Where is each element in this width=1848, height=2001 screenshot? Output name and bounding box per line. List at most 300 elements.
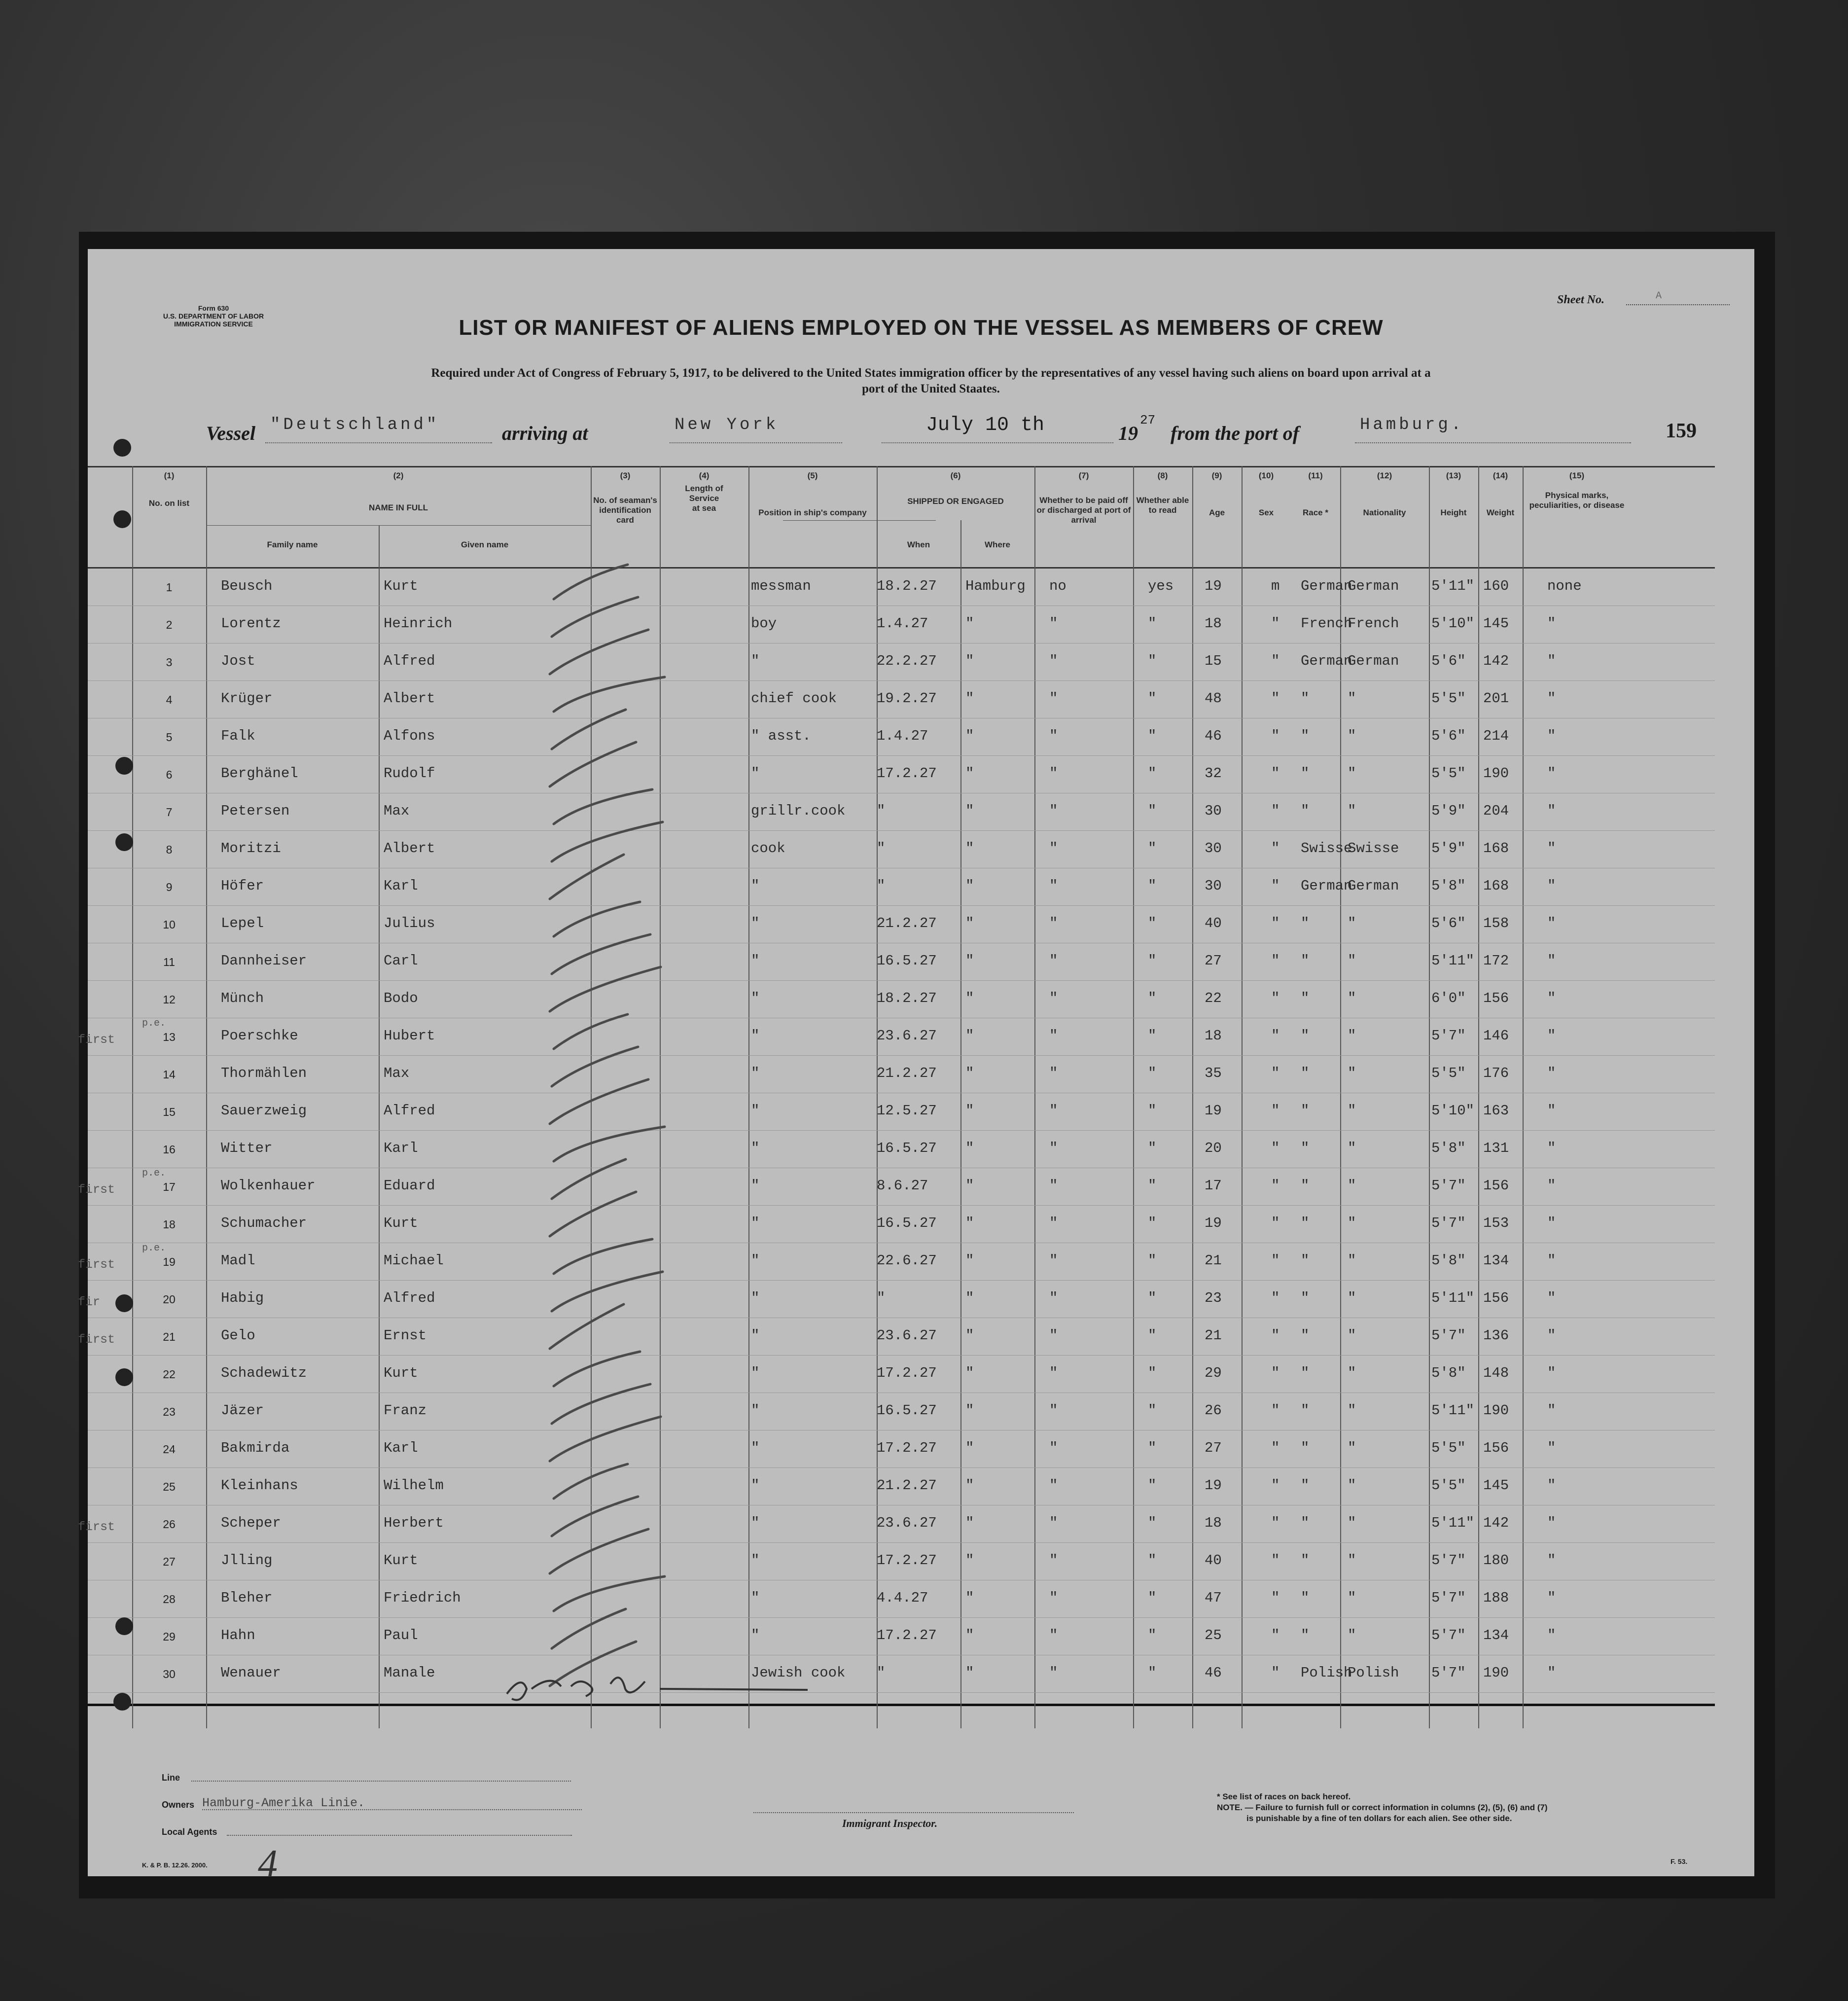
cell-paid: " — [1049, 803, 1058, 819]
cell-race: " — [1301, 1028, 1310, 1044]
handwritten-mark: 4 — [258, 1842, 278, 1886]
cell-age: 21 — [1205, 1327, 1222, 1344]
cell-marks: none — [1547, 578, 1582, 594]
cell-family: Thormählen — [221, 1065, 307, 1081]
pencil-note: p.e. — [142, 1168, 166, 1179]
cell-age: 25 — [1205, 1627, 1222, 1644]
date-line — [882, 442, 1113, 443]
cell-weight: 136 — [1483, 1327, 1509, 1344]
cell-read: " — [1148, 1215, 1157, 1231]
cell-no: 1 — [166, 581, 173, 594]
cell-read: " — [1148, 1665, 1157, 1681]
check-mark — [550, 1529, 648, 1573]
cell-where: " — [965, 1440, 974, 1456]
cell-weight: 145 — [1483, 615, 1509, 632]
header-col11-label: Race * — [1303, 508, 1328, 517]
cell-paid: " — [1049, 1252, 1058, 1269]
cell-paid: " — [1049, 1552, 1058, 1569]
cell-race: " — [1301, 915, 1310, 931]
cell-no: 17 — [163, 1180, 176, 1193]
cell-position: " — [751, 1627, 760, 1644]
cell-given: Karl — [384, 1440, 418, 1456]
cell-where: " — [965, 728, 974, 744]
cell-read: " — [1148, 1402, 1157, 1419]
inspector-signature — [507, 1678, 808, 1700]
cell-family: Poerschke — [221, 1028, 298, 1044]
cell-when: 16.5.27 — [877, 953, 937, 969]
cell-family: Witter — [221, 1140, 273, 1156]
cell-when: 16.5.27 — [877, 1140, 937, 1156]
cell-paid: " — [1049, 1402, 1058, 1419]
cell-given: Manale — [384, 1665, 435, 1681]
arriving-port: New York — [675, 416, 779, 434]
cell-weight: 156 — [1483, 990, 1509, 1006]
header-col9-number: (9) — [1211, 471, 1222, 480]
check-mark — [552, 1497, 638, 1536]
cell-marks: " — [1547, 1477, 1556, 1494]
cell-marks: " — [1547, 653, 1556, 669]
cell-marks: " — [1547, 1140, 1556, 1156]
header-col6-label: SHIPPED OR ENGAGED — [907, 497, 1004, 506]
owners-value: Hamburg-Amerika Linie. — [202, 1796, 365, 1810]
cell-family: Jäzer — [221, 1402, 264, 1419]
header-col12-number: (12) — [1377, 471, 1392, 480]
cell-weight: 172 — [1483, 953, 1509, 969]
cell-age: 35 — [1205, 1065, 1222, 1081]
cell-paid: " — [1049, 840, 1058, 857]
header-col11-number: (11) — [1308, 471, 1323, 480]
cell-family: Bleher — [221, 1590, 273, 1606]
cell-paid: " — [1049, 1515, 1058, 1531]
header-col13-number: (13) — [1446, 471, 1461, 480]
cell-age: 46 — [1205, 728, 1222, 744]
cell-height: 5'6" — [1431, 915, 1466, 931]
cell-weight: 142 — [1483, 1515, 1509, 1531]
check-mark — [552, 822, 663, 861]
cell-family: Jost — [221, 653, 255, 669]
punch-hole — [115, 1617, 133, 1635]
cell-where: " — [965, 1178, 974, 1194]
cell-nationality: Swisse — [1348, 840, 1399, 857]
cell-family: Kleinhans — [221, 1477, 298, 1494]
cell-age: 18 — [1205, 615, 1222, 632]
header-given-name: Given name — [461, 540, 509, 549]
cell-race: " — [1301, 990, 1310, 1006]
cell-position: " — [751, 1515, 760, 1531]
cell-when: 17.2.27 — [877, 765, 937, 782]
cell-given: Kurt — [384, 1552, 418, 1569]
header-col4-number: (4) — [699, 471, 710, 480]
line-field — [191, 1781, 571, 1782]
from-port-line — [1355, 442, 1631, 443]
cell-no: 21 — [163, 1330, 176, 1343]
cell-paid: " — [1049, 1103, 1058, 1119]
cell-marks: " — [1547, 1440, 1556, 1456]
cell-read: " — [1148, 878, 1157, 894]
cell-sex: " — [1271, 1140, 1280, 1156]
cell-read: " — [1148, 615, 1157, 632]
check-mark — [554, 1239, 652, 1274]
check-mark — [554, 565, 628, 599]
cell-race: French — [1301, 615, 1352, 632]
cell-no: 11 — [163, 956, 175, 968]
cell-age: 18 — [1205, 1515, 1222, 1531]
cell-race: " — [1301, 1178, 1310, 1194]
cell-read: " — [1148, 990, 1157, 1006]
cell-nationality: " — [1348, 990, 1356, 1006]
cell-age: 48 — [1205, 690, 1222, 707]
cell-no: 16 — [163, 1143, 176, 1156]
cell-where: " — [965, 1590, 974, 1606]
cell-paid: " — [1049, 1627, 1058, 1644]
cell-where: " — [965, 1515, 974, 1531]
cell-age: 22 — [1205, 990, 1222, 1006]
cell-age: 30 — [1205, 803, 1222, 819]
cell-height: 5'7" — [1431, 1178, 1466, 1194]
cell-when: 17.2.27 — [877, 1627, 937, 1644]
cell-weight: 190 — [1483, 1402, 1509, 1419]
cell-age: 40 — [1205, 915, 1222, 931]
cell-no: 12 — [163, 993, 176, 1006]
cell-race: " — [1301, 803, 1310, 819]
cell-nationality: " — [1348, 1627, 1356, 1644]
cell-where: " — [965, 653, 974, 669]
cell-race: " — [1301, 1327, 1310, 1344]
cell-given: Bodo — [384, 990, 418, 1006]
cell-given: Alfred — [384, 1103, 435, 1119]
cell-age: 32 — [1205, 765, 1222, 782]
cell-sex: " — [1271, 1028, 1280, 1044]
check-mark — [552, 710, 626, 749]
cell-sex: " — [1271, 1252, 1280, 1269]
cell-marks: " — [1547, 728, 1556, 744]
cell-sex: " — [1271, 765, 1280, 782]
punch-hole — [115, 1294, 133, 1312]
cell-weight: 168 — [1483, 840, 1509, 857]
cell-nationality: " — [1348, 1028, 1356, 1044]
check-mark — [552, 1384, 650, 1424]
year-prefix: 19 — [1118, 422, 1138, 444]
cell-no: 29 — [163, 1630, 176, 1643]
cell-height: 5'10" — [1431, 1103, 1475, 1119]
cell-marks: " — [1547, 1515, 1556, 1531]
cell-family: Hahn — [221, 1627, 255, 1644]
cell-race: " — [1301, 765, 1310, 782]
department-name: U.S. DEPARTMENT OF LABOR — [163, 312, 264, 320]
cell-where: " — [965, 615, 974, 632]
cell-position: " — [751, 765, 760, 782]
cell-given: Herbert — [384, 1515, 444, 1531]
cell-paid: " — [1049, 1215, 1058, 1231]
cell-nationality: " — [1348, 1140, 1356, 1156]
cell-age: 20 — [1205, 1140, 1222, 1156]
cell-given: Julius — [384, 915, 435, 931]
cell-position: " — [751, 1402, 760, 1419]
header-where: Where — [985, 540, 1010, 549]
check-mark — [550, 967, 661, 1011]
cell-read: " — [1148, 690, 1157, 707]
inspector-label: Immigrant Inspector. — [842, 1817, 938, 1829]
cell-nationality: German — [1348, 578, 1399, 594]
cell-family: Höfer — [221, 878, 264, 894]
cell-sex: " — [1271, 728, 1280, 744]
cell-marks: " — [1547, 1028, 1556, 1044]
cell-nationality: " — [1348, 1515, 1356, 1531]
cell-weight: 158 — [1483, 915, 1509, 931]
cell-weight: 176 — [1483, 1065, 1509, 1081]
check-mark — [552, 1609, 626, 1648]
cell-read: " — [1148, 1178, 1157, 1194]
cell-position: " — [751, 915, 760, 931]
cell-position: " — [751, 1140, 760, 1156]
cell-height: 5'7" — [1431, 1627, 1466, 1644]
cell-read: " — [1148, 840, 1157, 857]
service-name: IMMIGRATION SERVICE — [174, 320, 253, 328]
cell-when: 17.2.27 — [877, 1440, 937, 1456]
page-number: 159 — [1666, 420, 1697, 442]
cell-sex: " — [1271, 1103, 1280, 1119]
check-mark — [554, 1014, 628, 1049]
cell-where: " — [965, 1665, 974, 1681]
punch-hole — [113, 1693, 131, 1711]
cell-marks: " — [1547, 1665, 1556, 1681]
cell-height: 5'8" — [1431, 1252, 1466, 1269]
cell-weight: 168 — [1483, 878, 1509, 894]
cell-position: " — [751, 1103, 760, 1119]
cell-weight: 180 — [1483, 1552, 1509, 1569]
cell-no: 5 — [166, 731, 173, 744]
cell-where: " — [965, 690, 974, 707]
cell-when: 21.2.27 — [877, 1065, 937, 1081]
cell-height: 5'7" — [1431, 1327, 1466, 1344]
cell-position: " asst. — [751, 728, 811, 744]
cell-race: " — [1301, 1365, 1310, 1381]
vessel-line — [265, 442, 492, 443]
check-mark — [552, 597, 638, 637]
margin-note: first — [78, 1332, 115, 1347]
cell-weight: 145 — [1483, 1477, 1509, 1494]
races-note: * See list of races on back hereof. — [1217, 1792, 1351, 1801]
cell-given: Hubert — [384, 1028, 435, 1044]
cell-position: " — [751, 1440, 760, 1456]
cell-height: 5'8" — [1431, 878, 1466, 894]
cell-race: " — [1301, 690, 1310, 707]
cell-no: 9 — [166, 881, 173, 893]
cell-weight: 160 — [1483, 578, 1509, 594]
cell-height: 5'7" — [1431, 1215, 1466, 1231]
cell-marks: " — [1547, 1552, 1556, 1569]
punch-hole — [113, 510, 131, 528]
cell-marks: " — [1547, 803, 1556, 819]
cell-nationality: " — [1348, 1103, 1356, 1119]
header-col12-label: Nationality — [1363, 508, 1406, 517]
header-col5-label: Position in ship's company — [758, 508, 867, 517]
form-code: F. 53. — [1670, 1858, 1688, 1865]
cell-when: 22.6.27 — [877, 1252, 937, 1269]
check-mark — [550, 1304, 624, 1349]
line-label: Line — [162, 1773, 180, 1783]
cell-marks: " — [1547, 1290, 1556, 1306]
cell-read: " — [1148, 915, 1157, 931]
cell-nationality: " — [1348, 1252, 1356, 1269]
cell-read: " — [1148, 1590, 1157, 1606]
cell-weight: 153 — [1483, 1215, 1509, 1231]
cell-height: 5'7" — [1431, 1028, 1466, 1044]
punch-hole — [113, 439, 131, 457]
year-suffix: 27 — [1140, 413, 1156, 428]
cell-when: 16.5.27 — [877, 1402, 937, 1419]
cell-weight: 134 — [1483, 1627, 1509, 1644]
cell-age: 23 — [1205, 1290, 1222, 1306]
cell-age: 19 — [1205, 1103, 1222, 1119]
penalty-note-line-1: NOTE. — Failure to furnish full or correct information in columns (2), (5), (6) and (7) — [1217, 1803, 1548, 1812]
cell-marks: " — [1547, 953, 1556, 969]
check-mark — [554, 677, 665, 712]
cell-position: messman — [751, 578, 811, 594]
header-col6-number: (6) — [950, 471, 961, 480]
cell-marks: " — [1547, 840, 1556, 857]
cell-paid: " — [1049, 1590, 1058, 1606]
cell-given: Karl — [384, 1140, 418, 1156]
cell-when: 17.2.27 — [877, 1365, 937, 1381]
cell-marks: " — [1547, 1103, 1556, 1119]
cell-paid: " — [1049, 1065, 1058, 1081]
header-col14-label: Weight — [1486, 508, 1515, 517]
cell-race: " — [1301, 1552, 1310, 1569]
cell-read: " — [1148, 1515, 1157, 1531]
check-mark — [554, 1352, 640, 1386]
check-mark — [554, 1464, 628, 1499]
cell-weight: 156 — [1483, 1290, 1509, 1306]
cell-when: " — [877, 840, 886, 857]
cell-race: " — [1301, 728, 1310, 744]
cell-position: " — [751, 653, 760, 669]
cell-marks: " — [1547, 915, 1556, 931]
cell-no: 22 — [163, 1368, 176, 1381]
manifest-sheet — [78, 249, 1754, 1886]
cell-nationality: " — [1348, 1327, 1356, 1344]
cell-position: " — [751, 1590, 760, 1606]
cell-no: 24 — [163, 1443, 176, 1456]
header-col9-label: Age — [1208, 508, 1225, 517]
cell-when: 18.2.27 — [877, 578, 937, 594]
cell-where: " — [965, 840, 974, 857]
cell-height: 5'9" — [1431, 803, 1466, 819]
cell-sex: " — [1271, 1665, 1280, 1681]
cell-family: Dannheiser — [221, 953, 307, 969]
header-col8-number: (8) — [1157, 471, 1168, 480]
cell-marks: " — [1547, 1327, 1556, 1344]
check-mark — [554, 789, 652, 824]
cell-where: " — [965, 1552, 974, 1569]
cell-position: " — [751, 1477, 760, 1494]
header-col13-label: Height — [1440, 508, 1467, 517]
vessel-label: Vessel — [206, 422, 255, 444]
vessel-name: "Deutschland" — [270, 416, 440, 434]
cell-race: German — [1301, 878, 1352, 894]
cell-when: 4.4.27 — [877, 1590, 928, 1606]
cell-family: Schadewitz — [221, 1365, 307, 1381]
check-mark — [550, 742, 636, 786]
cell-race: " — [1301, 1590, 1310, 1606]
cell-marks: " — [1547, 1402, 1556, 1419]
cell-nationality: " — [1348, 1552, 1356, 1569]
cell-where: " — [965, 765, 974, 782]
header-col4-label: Length of Service at sea — [685, 484, 723, 513]
check-mark — [550, 630, 648, 674]
cell-marks: " — [1547, 1178, 1556, 1194]
punch-hole — [115, 757, 133, 775]
cell-height: 5'11" — [1431, 578, 1475, 594]
cell-position: chief cook — [751, 690, 837, 707]
cell-paid: " — [1049, 1440, 1058, 1456]
cell-marks: " — [1547, 1215, 1556, 1231]
cell-age: 19 — [1205, 1215, 1222, 1231]
cell-family: Lorentz — [221, 615, 281, 632]
cell-height: 5'11" — [1431, 1515, 1475, 1531]
margin-note: first — [78, 1182, 115, 1197]
header-col7-number: (7) — [1078, 471, 1089, 480]
cell-when: 12.5.27 — [877, 1103, 937, 1119]
check-mark — [552, 934, 650, 974]
cell-where: " — [965, 1140, 974, 1156]
cell-marks: " — [1547, 878, 1556, 894]
cell-where: " — [965, 1103, 974, 1119]
cell-given: Alfred — [384, 653, 435, 669]
cell-read: " — [1148, 1252, 1157, 1269]
cell-given: Friedrich — [384, 1590, 461, 1606]
cell-position: " — [751, 1215, 760, 1231]
header-col1-number: (1) — [164, 471, 175, 480]
cell-no: 2 — [166, 618, 173, 631]
cell-weight: 142 — [1483, 653, 1509, 669]
cell-paid: " — [1049, 1290, 1058, 1306]
cell-sex: " — [1271, 915, 1280, 931]
cell-position: " — [751, 1365, 760, 1381]
cell-height: 5'9" — [1431, 840, 1466, 857]
cell-height: 5'5" — [1431, 1065, 1466, 1081]
cell-nationality: " — [1348, 1365, 1356, 1381]
cell-given: Kurt — [384, 1215, 418, 1231]
cell-given: Max — [384, 803, 410, 819]
cell-read: yes — [1148, 578, 1174, 594]
cell-given: Wilhelm — [384, 1477, 444, 1494]
cell-race: German — [1301, 578, 1352, 594]
cell-no: 6 — [166, 768, 173, 781]
cell-no: 26 — [163, 1518, 176, 1531]
cell-nationality: " — [1348, 1402, 1356, 1419]
cell-family: Münch — [221, 990, 264, 1006]
header-col10-number: (10) — [1258, 471, 1274, 480]
check-mark — [554, 1127, 665, 1161]
cell-position: " — [751, 1252, 760, 1269]
punch-hole — [115, 833, 133, 851]
check-mark — [552, 1272, 663, 1311]
cell-sex: " — [1271, 1515, 1280, 1531]
cell-read: " — [1148, 1140, 1157, 1156]
cell-read: " — [1148, 953, 1157, 969]
cell-read: " — [1148, 1365, 1157, 1381]
cell-read: " — [1148, 1552, 1157, 1569]
cell-sex: " — [1271, 1590, 1280, 1606]
cell-sex: " — [1271, 1402, 1280, 1419]
cell-paid: " — [1049, 765, 1058, 782]
cell-sex: " — [1271, 1178, 1280, 1194]
printer-mark: K. & P. B. 12.26. 2000. — [142, 1861, 208, 1869]
cell-where: " — [965, 1215, 974, 1231]
cell-family: Sauerzweig — [221, 1103, 307, 1119]
cell-position: " — [751, 1327, 760, 1344]
